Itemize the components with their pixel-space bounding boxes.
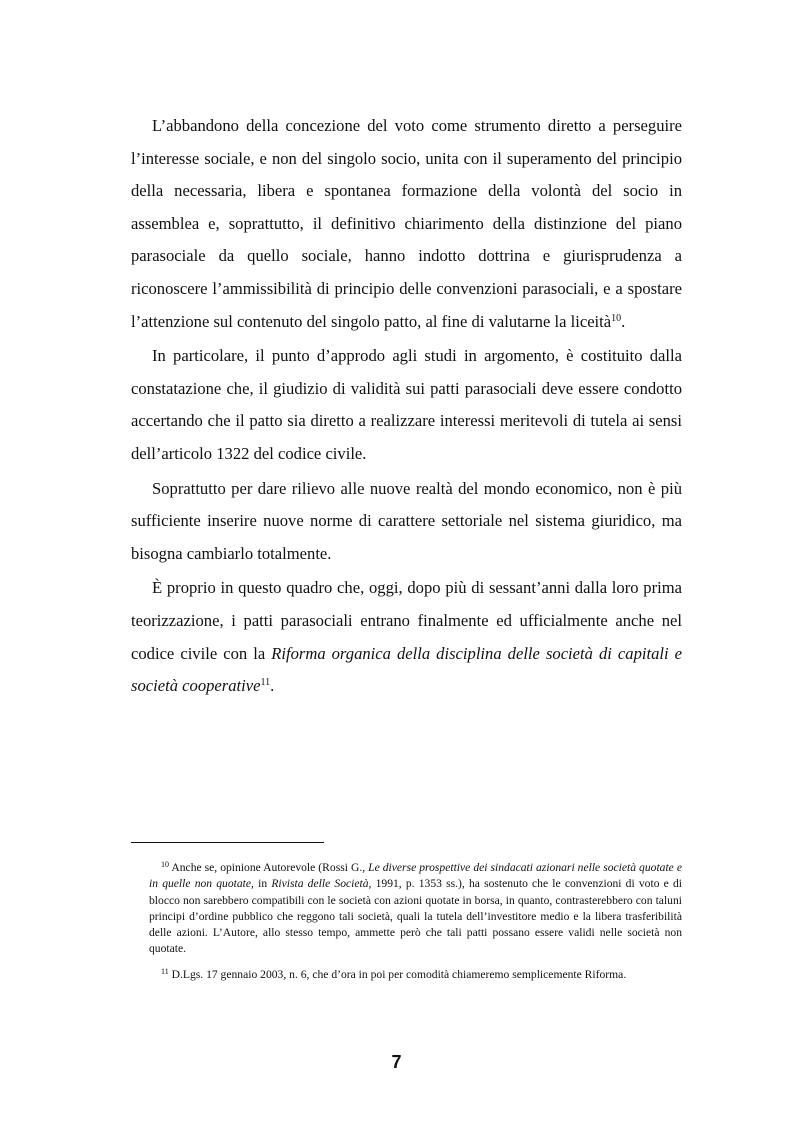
paragraph-4-text: È proprio in questo quadro che, oggi, dopo più di sessant’anni dalla loro prima teorizzazione, i patti parasociali entrano finalmente ed ufficialmente anche nel codice civile con la xyxy=(131,578,682,663)
paragraph-1-text: L’abbandono della concezione del voto come strumento diretto a perseguire l’interesse sociale, e non del singolo socio, unita con il superamento del principio della necessaria, libera e spontanea formazione della volontà del socio in assemblea e, soprattutto, il definitivo chiarimento della distinzione del piano parasociale da quello sociale, hanno indotto dottrina e giurisprudenza a riconoscere l’ammissibilità di principio delle convenzioni parasociali, e a spostare l’attenzione sul contenuto del singolo patto, al fine di valutarne la liceità xyxy=(131,116,682,331)
main-text xyxy=(131,110,682,703)
footnote-10-text-c: , in xyxy=(251,877,272,891)
paragraph-4-tail: . xyxy=(270,676,275,696)
footnote-10-number: 10 xyxy=(161,860,169,869)
footnote-10-text-e: , 1991, p. 1353 ss.), ha sostenuto che le convenzioni di voto e di blocco non sarebbero compatibili con le società con azioni quotate in borsa, in quanto, contrasterebbero con taluni principi d’ordine pubblico che reggono tali società, quali la tutela dell’investitore medio e la libera trasferibilità delle azioni. L’Autore, allo stesso tempo, ammette però che tali patti possano essere validi nelle società non quotate. xyxy=(149,877,682,956)
footnote-separator xyxy=(131,842,324,843)
paragraph-3-text: Soprattutto per dare rilievo alle nuove realtà del mondo economico, non è più sufficiente inserire nuove norme di carattere settoriale nel sistema giuridico, ma bisogna cambiarlo totalmente. xyxy=(131,478,682,563)
footnote-11-number: 11 xyxy=(161,966,169,976)
page-number: 7 xyxy=(391,1052,402,1072)
footnote-10-journal: Rivista delle Società xyxy=(271,877,369,891)
paragraph-3 xyxy=(131,473,682,571)
footnote-11-text: D.Lgs. 17 gennaio 2003, n. 6, che d’ora in poi per comodità chiameremo semplicemente Riforma. xyxy=(171,967,627,981)
footnote-ref-11[interactable]: 11 xyxy=(260,677,271,689)
paragraph-2-text: In particolare, il punto d’approdo agli studi in argomento, è costituito dalla constatazione che, il giudizio di validità sui patti parasociali deve essere condotto accertando che il patto sia diretto a realizzare interessi meritevoli di tutela ai sensi dell’articolo 1322 del codice civile. xyxy=(131,346,682,463)
footnote-11 xyxy=(149,967,682,983)
footnote-ref-10[interactable]: 10 xyxy=(611,312,622,324)
paragraph-4-italic-title: Riforma organica della disciplina delle società di capitali e società cooperative xyxy=(131,643,683,696)
paragraph-1 xyxy=(131,110,682,338)
footnote-10-title: Le diverse prospettive dei sindacati azionari nelle società quotate e in quelle non quotate xyxy=(149,861,682,891)
paragraph-1-tail: . xyxy=(621,311,626,331)
paragraph-2 xyxy=(131,340,682,470)
paragraph-4 xyxy=(131,572,682,702)
footnote-10-text-a: Anche se, opinione Autorevole (Rossi G., xyxy=(171,861,369,874)
footnote-10 xyxy=(149,860,682,958)
footnotes xyxy=(149,860,682,992)
